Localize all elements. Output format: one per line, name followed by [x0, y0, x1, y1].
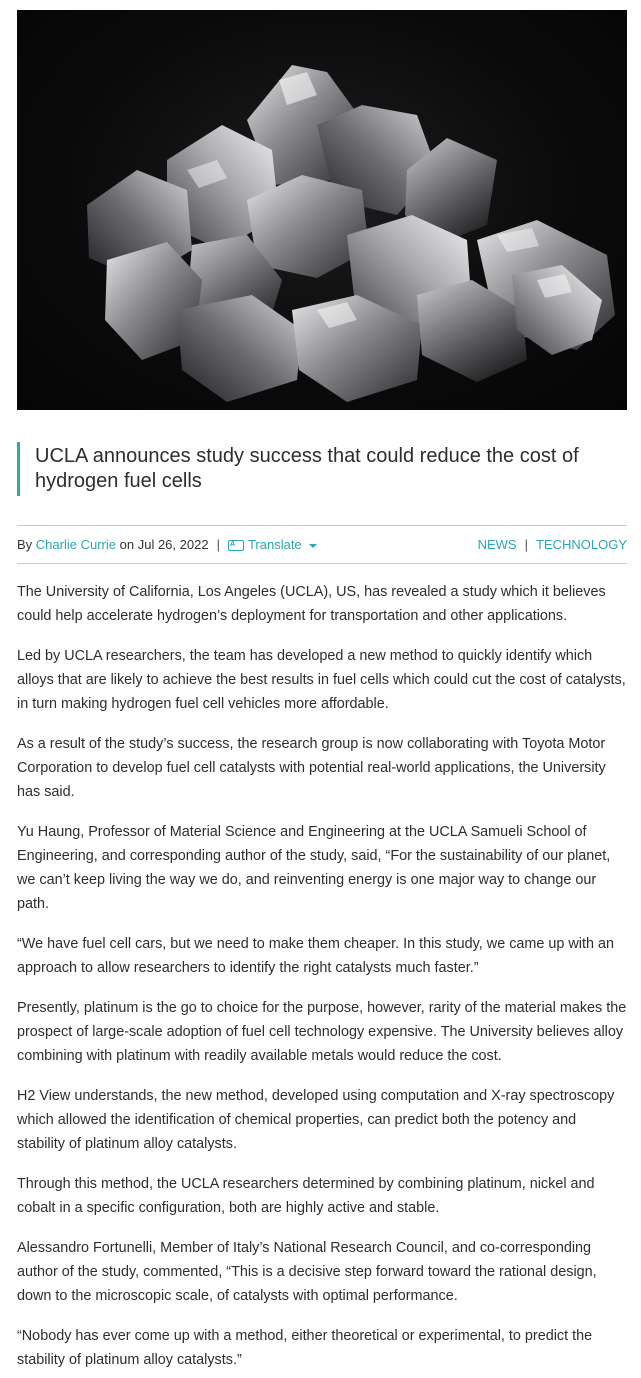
- translate-label: Translate: [247, 537, 302, 552]
- author-link[interactable]: Charlie Currie: [35, 537, 116, 552]
- article-title: UCLA announces study success that could reduce the cost of hydrogen fuel cells: [35, 445, 579, 492]
- article-paragraph: The University of California, Los Angeles (UCLA), US, has revealed a study which it believes could help accelerate hydrogen’s deployment for transportation and other applications.: [17, 584, 606, 624]
- article-meta-bar: [17, 525, 627, 564]
- category-links: [478, 537, 627, 552]
- article-paragraph: Presently, platinum is the go to choice for the purpose, however, rarity of the material makes the prospect of large-scale adoption of fuel cell technology expensive. The University believes alloy combining with platinum with readily available metals would reduce the cost.: [17, 1000, 627, 1064]
- article-paragraph: Yu Haung, Professor of Material Science and Engineering at the UCLA Samueli School of Engineering, and corresponding author of the study, said, “For the sustainability of our planet, we can’t keep living the way we do, and reinventing energy is one major way to change our path.: [17, 824, 611, 912]
- article-paragraph: Alessandro Fortunelli, Member of Italy’s National Research Council, and co-corresponding author of the study, commented, “This is a decisive step forward toward the rational design, down to the microscopic scale, of catalysts with optimal performance.: [17, 1240, 597, 1304]
- publish-date: Jul 26, 2022: [137, 537, 209, 552]
- translate-button[interactable]: [228, 537, 317, 552]
- article-paragraph: Through this method, the UCLA researchers determined by combining platinum, nickel and cobalt in a specific configuration, both are highly active and stable.: [17, 1176, 595, 1216]
- article-paragraph: H2 View understands, the new method, developed using computation and X-ray spectroscopy which allowed the identification of chemical properties, can predict both the potency and stability of platinum alloy catalysts.: [17, 1088, 615, 1152]
- article-paragraph: “Nobody has ever come up with a method, either theoretical or experimental, to predict the stability of platinum alloy catalysts.”: [17, 1328, 593, 1368]
- category-separator: |: [524, 537, 528, 552]
- platinum-nuggets-photo-icon: [17, 10, 627, 410]
- article-paragraph: Led by UCLA researchers, the team has developed a new method to quickly identify which alloys that are likely to achieve the best results in fuel cells which could cut the cost of catalysts, in turn making hydrogen fuel cell vehicles more affordable.: [17, 648, 626, 712]
- article-paragraph: “We have fuel cell cars, but we need to make them cheaper. In this study, we came up with an approach to allow researchers to identify the right catalysts much faster.”: [17, 936, 614, 976]
- article-body: [17, 580, 627, 1372]
- category-news-link[interactable]: NEWS: [477, 537, 517, 552]
- by-label: By: [17, 537, 33, 552]
- article-paragraph: As a result of the study’s success, the research group is now collaborating with Toyota Motor Corporation to develop fuel cell catalysts with potential real-world applications, the University has said.: [17, 736, 606, 800]
- on-label: on: [119, 537, 135, 552]
- meta-separator: |: [216, 537, 220, 552]
- hero-image: [17, 10, 627, 410]
- article-title-block: [17, 442, 627, 496]
- byline: [17, 537, 317, 552]
- category-technology-link[interactable]: TECHNOLOGY: [535, 537, 627, 552]
- translate-icon: A: [228, 540, 244, 551]
- chevron-down-icon: [309, 544, 317, 548]
